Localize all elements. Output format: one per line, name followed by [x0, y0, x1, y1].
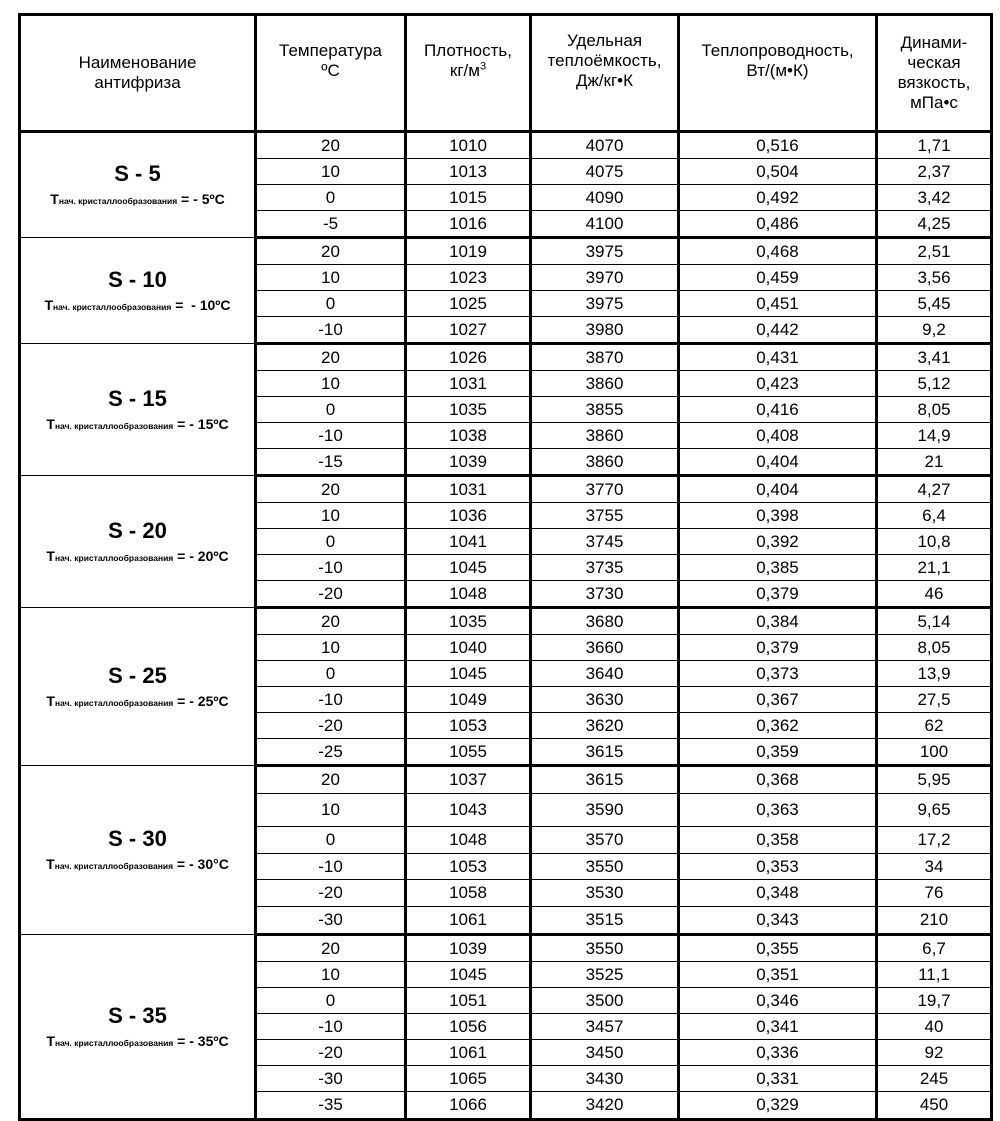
cell-conductivity: 0,492: [679, 185, 877, 211]
table-row: [20, 766, 992, 794]
cell-heat-capacity: 4090: [531, 185, 679, 211]
cell-viscosity: 10,8: [877, 529, 992, 555]
cell-density: 1055: [406, 739, 531, 766]
crystallization-subscript: нач. кристаллообразования: [54, 861, 174, 871]
crystallization-temperature: [21, 856, 254, 874]
crystallization-value: - 20ºС: [189, 547, 229, 564]
header-conductivity-unit: Вт/(м•К): [746, 61, 809, 80]
antifreeze-name-cell: [20, 132, 256, 238]
crystallization-symbol: Т: [46, 415, 55, 432]
cell-heat-capacity: 3975: [531, 291, 679, 317]
cell-viscosity: 92: [877, 1040, 992, 1066]
cell-density: 1013: [406, 159, 531, 185]
cell-heat-capacity: 3640: [531, 661, 679, 687]
cell-temperature: 0: [256, 291, 406, 317]
header-viscosity-unit: мПа•с: [910, 93, 958, 112]
cell-density: 1039: [406, 449, 531, 476]
cell-conductivity: 0,384: [679, 608, 877, 635]
cell-heat-capacity: 3550: [531, 935, 679, 962]
cell-heat-capacity: 3615: [531, 766, 679, 794]
cell-temperature: 20: [256, 238, 406, 265]
cell-viscosity: 17,2: [877, 827, 992, 854]
cell-conductivity: 0,385: [679, 555, 877, 581]
cell-temperature: 20: [256, 766, 406, 794]
cell-density: 1010: [406, 132, 531, 159]
cell-heat-capacity: 3457: [531, 1014, 679, 1040]
cell-viscosity: 21,1: [877, 555, 992, 581]
cell-heat-capacity: 3450: [531, 1040, 679, 1066]
cell-density: 1016: [406, 211, 531, 238]
cell-conductivity: 0,404: [679, 449, 877, 476]
cell-density: 1065: [406, 1066, 531, 1092]
cell-heat-capacity: 3860: [531, 449, 679, 476]
table-body: [20, 132, 992, 1120]
crystallization-value: - 5ºС: [193, 191, 225, 207]
cell-heat-capacity: 3570: [531, 827, 679, 854]
cell-density: 1053: [406, 854, 531, 880]
cell-density: 1039: [406, 935, 531, 962]
cell-conductivity: 0,353: [679, 854, 877, 880]
cell-temperature: 20: [256, 476, 406, 503]
header-conductivity: [679, 15, 877, 132]
cell-viscosity: 1,71: [877, 132, 992, 159]
cell-conductivity: 0,367: [679, 687, 877, 713]
cell-conductivity: 0,442: [679, 317, 877, 344]
cell-heat-capacity: 3680: [531, 608, 679, 635]
cell-temperature: 20: [256, 132, 406, 159]
cell-density: 1058: [406, 880, 531, 907]
header-row: [20, 15, 992, 132]
cell-density: 1036: [406, 503, 531, 529]
cell-viscosity: 9,2: [877, 317, 992, 344]
crystallization-temperature: [21, 548, 254, 566]
cell-temperature: 10: [256, 962, 406, 988]
cell-viscosity: 6,7: [877, 935, 992, 962]
header-name-line: Наименование: [78, 53, 197, 72]
cell-conductivity: 0,486: [679, 211, 877, 238]
header-temperature-unit: ºС: [321, 61, 340, 80]
cell-density: 1051: [406, 988, 531, 1014]
cell-density: 1037: [406, 766, 531, 794]
crystallization-equals: =: [171, 296, 188, 313]
cell-conductivity: 0,423: [679, 371, 877, 397]
header-viscosity-line: ческая: [907, 53, 961, 72]
cell-conductivity: 0,451: [679, 291, 877, 317]
cell-heat-capacity: 3615: [531, 739, 679, 766]
cell-temperature: -20: [256, 880, 406, 907]
cell-viscosity: 11,1: [877, 962, 992, 988]
cell-conductivity: 0,368: [679, 766, 877, 794]
cell-density: 1048: [406, 581, 531, 608]
cell-density: 1061: [406, 1040, 531, 1066]
crystallization-temperature: [21, 191, 254, 209]
cell-density: 1019: [406, 238, 531, 265]
cell-heat-capacity: 3730: [531, 581, 679, 608]
antifreeze-name-cell: [20, 608, 256, 766]
cell-heat-capacity: 3975: [531, 238, 679, 265]
cell-temperature: -5: [256, 211, 406, 238]
cell-conductivity: 0,362: [679, 713, 877, 739]
cell-conductivity: 0,346: [679, 988, 877, 1014]
cell-density: 1023: [406, 265, 531, 291]
cell-conductivity: 0,416: [679, 397, 877, 423]
cell-viscosity: 3,56: [877, 265, 992, 291]
cell-viscosity: 5,12: [877, 371, 992, 397]
crystallization-equals: =: [173, 415, 190, 432]
crystallization-equals: =: [177, 191, 194, 207]
cell-temperature: -15: [256, 449, 406, 476]
header-heat-capacity: [531, 15, 679, 132]
cell-temperature: 0: [256, 397, 406, 423]
antifreeze-name: S - 5: [114, 161, 161, 186]
header-viscosity-line: вязкость,: [897, 73, 971, 92]
cell-conductivity: 0,351: [679, 962, 877, 988]
crystallization-equals: =: [173, 547, 190, 564]
crystallization-symbol: Т: [50, 191, 59, 207]
antifreeze-properties-table: [18, 13, 993, 1121]
cell-conductivity: 0,379: [679, 581, 877, 608]
table-row: [20, 132, 992, 159]
antifreeze-name: S - 20: [108, 517, 167, 543]
cell-heat-capacity: 3735: [531, 555, 679, 581]
cell-viscosity: 8,05: [877, 635, 992, 661]
cell-viscosity: 6,4: [877, 503, 992, 529]
cell-temperature: 10: [256, 794, 406, 827]
cell-density: 1035: [406, 397, 531, 423]
cell-viscosity: 62: [877, 713, 992, 739]
cell-heat-capacity: 3870: [531, 344, 679, 371]
cell-temperature: -10: [256, 854, 406, 880]
cell-viscosity: 9,65: [877, 794, 992, 827]
cell-viscosity: 2,51: [877, 238, 992, 265]
cell-temperature: -10: [256, 687, 406, 713]
crystallization-value: - 25ºС: [189, 692, 229, 709]
header-heat-capacity-line: теплоёмкость,: [547, 51, 662, 70]
cell-viscosity: 21: [877, 449, 992, 476]
cell-temperature: -20: [256, 581, 406, 608]
cell-conductivity: 0,373: [679, 661, 877, 687]
table-row: [20, 344, 992, 371]
antifreeze-name-cell: [20, 935, 256, 1120]
cell-heat-capacity: 3550: [531, 854, 679, 880]
header-name-line: антифриза: [94, 73, 181, 92]
crystallization-symbol: Т: [46, 692, 55, 709]
header-heat-capacity-line: Удельная: [566, 31, 643, 50]
antifreeze-name-cell: [20, 238, 256, 344]
cell-density: 1045: [406, 555, 531, 581]
cell-temperature: 10: [256, 265, 406, 291]
cell-density: 1053: [406, 713, 531, 739]
cell-viscosity: 5,14: [877, 608, 992, 635]
cell-temperature: -10: [256, 317, 406, 344]
header-heat-capacity-unit: Дж/кг•К: [575, 71, 634, 90]
cell-conductivity: 0,343: [679, 907, 877, 935]
cell-density: 1040: [406, 635, 531, 661]
cell-temperature: 0: [256, 661, 406, 687]
cell-temperature: -20: [256, 1040, 406, 1066]
cell-temperature: 0: [256, 185, 406, 211]
cell-heat-capacity: 3515: [531, 907, 679, 935]
cell-heat-capacity: 3745: [531, 529, 679, 555]
cell-temperature: -25: [256, 739, 406, 766]
cell-density: 1025: [406, 291, 531, 317]
cell-heat-capacity: 4075: [531, 159, 679, 185]
cell-conductivity: 0,355: [679, 935, 877, 962]
header-density-line: Плотность,: [424, 41, 512, 60]
crystallization-value: - 10ºС: [187, 296, 231, 313]
cell-viscosity: 19,7: [877, 988, 992, 1014]
cell-viscosity: 5,45: [877, 291, 992, 317]
cell-heat-capacity: 3620: [531, 713, 679, 739]
cell-temperature: 20: [256, 935, 406, 962]
cell-conductivity: 0,336: [679, 1040, 877, 1066]
cell-viscosity: 8,05: [877, 397, 992, 423]
cell-viscosity: 100: [877, 739, 992, 766]
antifreeze-name: S - 10: [108, 266, 167, 292]
cell-viscosity: 3,41: [877, 344, 992, 371]
crystallization-temperature: [21, 1033, 254, 1051]
cell-conductivity: 0,379: [679, 635, 877, 661]
cell-heat-capacity: 3770: [531, 476, 679, 503]
cell-heat-capacity: 3980: [531, 317, 679, 344]
antifreeze-name: S - 25: [108, 662, 167, 688]
cell-temperature: 20: [256, 344, 406, 371]
cell-heat-capacity: 3855: [531, 397, 679, 423]
cell-heat-capacity: 3755: [531, 503, 679, 529]
header-density: [406, 15, 531, 132]
cell-density: 1027: [406, 317, 531, 344]
crystallization-temperature: [21, 297, 254, 315]
cell-conductivity: 0,404: [679, 476, 877, 503]
cell-conductivity: 0,459: [679, 265, 877, 291]
cell-heat-capacity: 3500: [531, 988, 679, 1014]
crystallization-subscript: нач. кристаллообразования: [54, 1037, 174, 1048]
cell-temperature: 20: [256, 608, 406, 635]
crystallization-value: - 35ºС: [189, 1032, 229, 1049]
header-density-unit: кг/м: [449, 61, 480, 80]
cell-temperature: -10: [256, 1014, 406, 1040]
cell-conductivity: 0,363: [679, 794, 877, 827]
header-density-unit-exponent: 3: [479, 60, 487, 73]
cell-heat-capacity: 4100: [531, 211, 679, 238]
cell-heat-capacity: 3970: [531, 265, 679, 291]
cell-temperature: -35: [256, 1092, 406, 1120]
cell-heat-capacity: 3420: [531, 1092, 679, 1120]
cell-density: 1026: [406, 344, 531, 371]
cell-heat-capacity: 3525: [531, 962, 679, 988]
antifreeze-name-cell: [20, 344, 256, 476]
cell-heat-capacity: 3860: [531, 371, 679, 397]
antifreeze-name: S - 35: [108, 1002, 167, 1028]
cell-conductivity: 0,348: [679, 880, 877, 907]
cell-density: 1031: [406, 476, 531, 503]
header-conductivity-line: Теплопроводность,: [701, 41, 854, 60]
header-temperature: [256, 15, 406, 132]
cell-conductivity: 0,408: [679, 423, 877, 449]
cell-density: 1035: [406, 608, 531, 635]
cell-density: 1049: [406, 687, 531, 713]
cell-viscosity: 40: [877, 1014, 992, 1040]
cell-viscosity: 76: [877, 880, 992, 907]
cell-temperature: 0: [256, 988, 406, 1014]
cell-temperature: -30: [256, 1066, 406, 1092]
cell-density: 1056: [406, 1014, 531, 1040]
cell-viscosity: 34: [877, 854, 992, 880]
antifreeze-name-cell: [20, 766, 256, 935]
crystallization-symbol: Т: [44, 296, 54, 313]
cell-density: 1048: [406, 827, 531, 854]
cell-viscosity: 210: [877, 907, 992, 935]
cell-viscosity: 5,95: [877, 766, 992, 794]
cell-density: 1045: [406, 661, 531, 687]
crystallization-symbol: Т: [46, 1032, 55, 1049]
cell-temperature: 0: [256, 827, 406, 854]
cell-viscosity: 14,9: [877, 423, 992, 449]
cell-conductivity: 0,398: [679, 503, 877, 529]
cell-density: 1066: [406, 1092, 531, 1120]
crystallization-subscript: нач. кристаллообразования: [53, 301, 172, 312]
cell-heat-capacity: 3430: [531, 1066, 679, 1092]
cell-viscosity: 2,37: [877, 159, 992, 185]
cell-conductivity: 0,431: [679, 344, 877, 371]
cell-density: 1061: [406, 907, 531, 935]
cell-temperature: -10: [256, 423, 406, 449]
cell-viscosity: 450: [877, 1092, 992, 1120]
cell-conductivity: 0,516: [679, 132, 877, 159]
cell-temperature: 10: [256, 371, 406, 397]
cell-heat-capacity: 3860: [531, 423, 679, 449]
cell-temperature: -20: [256, 713, 406, 739]
table-row: [20, 238, 992, 265]
cell-viscosity: 245: [877, 1066, 992, 1092]
crystallization-value: - 30°С: [189, 856, 229, 872]
cell-temperature: -30: [256, 907, 406, 935]
crystallization-equals: =: [173, 692, 190, 709]
cell-heat-capacity: 3590: [531, 794, 679, 827]
antifreeze-name-cell: [20, 476, 256, 608]
cell-viscosity: 3,42: [877, 185, 992, 211]
cell-viscosity: 13,9: [877, 661, 992, 687]
table-row: [20, 608, 992, 635]
cell-viscosity: 4,25: [877, 211, 992, 238]
antifreeze-name: S - 15: [108, 385, 167, 411]
cell-density: 1041: [406, 529, 531, 555]
table-row: [20, 476, 992, 503]
cell-conductivity: 0,358: [679, 827, 877, 854]
crystallization-symbol: Т: [46, 547, 55, 564]
cell-heat-capacity: 3660: [531, 635, 679, 661]
crystallization-equals: =: [173, 856, 189, 872]
cell-conductivity: 0,504: [679, 159, 877, 185]
cell-density: 1038: [406, 423, 531, 449]
cell-viscosity: 4,27: [877, 476, 992, 503]
cell-density: 1031: [406, 371, 531, 397]
cell-temperature: 10: [256, 159, 406, 185]
header-viscosity: [877, 15, 992, 132]
antifreeze-name: S - 30: [108, 826, 167, 851]
cell-conductivity: 0,359: [679, 739, 877, 766]
crystallization-subscript: нач. кристаллообразования: [54, 420, 174, 431]
crystallization-subscript: нач. кристаллообразования: [58, 196, 178, 206]
cell-heat-capacity: 3630: [531, 687, 679, 713]
crystallization-symbol: Т: [46, 856, 55, 872]
header-viscosity-line: Динами-: [900, 33, 968, 52]
crystallization-subscript: нач. кристаллообразования: [54, 697, 174, 708]
cell-heat-capacity: 4070: [531, 132, 679, 159]
cell-density: 1043: [406, 794, 531, 827]
cell-temperature: 10: [256, 503, 406, 529]
crystallization-value: - 15ºС: [189, 415, 229, 432]
cell-conductivity: 0,341: [679, 1014, 877, 1040]
cell-density: 1045: [406, 962, 531, 988]
table-row: [20, 935, 992, 962]
cell-temperature: 10: [256, 635, 406, 661]
cell-viscosity: 27,5: [877, 687, 992, 713]
cell-conductivity: 0,468: [679, 238, 877, 265]
header-temperature-line: Температура: [279, 41, 382, 60]
cell-conductivity: 0,331: [679, 1066, 877, 1092]
header-name: [20, 15, 256, 132]
crystallization-equals: =: [173, 1032, 190, 1049]
cell-conductivity: 0,392: [679, 529, 877, 555]
cell-temperature: -10: [256, 555, 406, 581]
cell-conductivity: 0,329: [679, 1092, 877, 1120]
cell-density: 1015: [406, 185, 531, 211]
crystallization-temperature: [21, 416, 254, 434]
cell-temperature: 0: [256, 529, 406, 555]
crystallization-temperature: [21, 693, 254, 711]
cell-heat-capacity: 3530: [531, 880, 679, 907]
cell-viscosity: 46: [877, 581, 992, 608]
crystallization-subscript: нач. кристаллообразования: [54, 552, 174, 563]
